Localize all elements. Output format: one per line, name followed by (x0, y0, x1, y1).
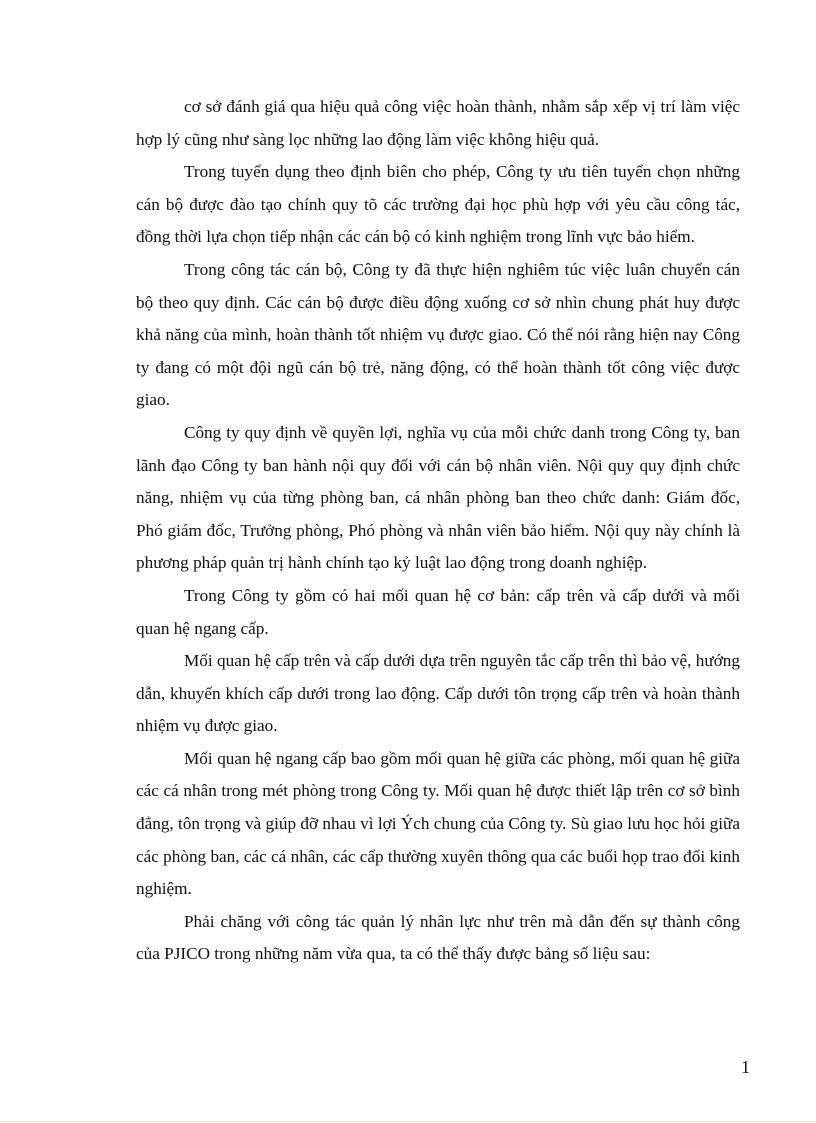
paragraph-horizontal-relationship: Mối quan hệ ngang cấp bao gồm mối quan hệ giữa các phòng, mối quan hệ giữa các cá nhân trong mét phòng trong Công ty. Mối quan hệ được thiết lập trên cơ sở bình đẳng, tôn trọng và giúp đỡ nhau vì lợi Ých chung của Công ty. Sù giao lưu học hỏi giữa các phòng ban, các cá nhân, các cấp thường xuyên thông qua các buổi họp trao đổi kinh nghiệm. (136, 748, 740, 899)
paragraph-staff-rotation: Trong công tác cán bộ, Công ty đã thực hiện nghiêm túc việc luân chuyển cán bộ theo quy định. Các cán bộ được điều động xuống cơ sở nhìn chung phát huy được khả năng của mình, hoàn thành tốt nhiệm vụ được giao. Có thể nói rằng hiện nay Công ty đang có một đội ngũ cán bộ trẻ, năng động, có thể hoàn thành tốt công việc được giao. (136, 259, 740, 410)
paragraph-relationships: Trong Công ty gồm có hai mối quan hệ cơ bản: cấp trên và cấp dưới và mối quan hệ ngang cấp. (136, 585, 740, 638)
paragraph-vertical-relationship: Mối quan hệ cấp trên và cấp dưới dựa trên nguyên tắc cấp trên thì bảo vệ, hướng dẫn, khuyến khích cấp dưới trong lao động. Cấp dưới tôn trọng cấp trên và hoàn thành nhiệm vụ được giao. (136, 651, 740, 736)
paragraph-conclusion: Phải chăng với công tác quản lý nhân lực như trên mà dẫn đến sự thành công của PJICO trong những năm vừa qua, ta có thể thấy được bảng số liệu sau: (136, 911, 740, 964)
paragraph-regulations: Công ty quy định về quyền lợi, nghĩa vụ của mỗi chức danh trong Công ty, ban lãnh đạo Công ty ban hành nội quy đối với cán bộ nhân viên. Nội quy quy định chức năng, nhiệm vụ của từng phòng ban, cá nhân phòng ban theo chức danh: Giám đốc, Phó giám đốc, Trưởng phòng, Phó phòng và nhân viên bảo hiểm. Nội quy này chính là phương pháp quản trị hành chính tạo kỷ luật lao động trong doanh nghiệp. (136, 422, 740, 573)
page-bottom-divider (0, 1121, 816, 1122)
paragraph-continuation: cơ sở đánh giá qua hiệu quả công việc hoàn thành, nhằm sắp xếp vị trí làm việc hợp lý cũng như sàng lọc những lao động làm việc không hiệu quả. (136, 97, 740, 149)
paragraph-recruitment: Trong tuyển dụng theo định biên cho phép, Công ty ưu tiên tuyển chọn những cán bộ được đào tạo chính quy tõ các trường đại học phù hợp với yêu cầu công tác, đồng thời lựa chọn tiếp nhận các cán bộ có kinh nghiệm trong lĩnh vực bảo hiểm. (136, 162, 740, 247)
page-number: 1 (741, 1057, 750, 1077)
body-text (136, 91, 740, 971)
